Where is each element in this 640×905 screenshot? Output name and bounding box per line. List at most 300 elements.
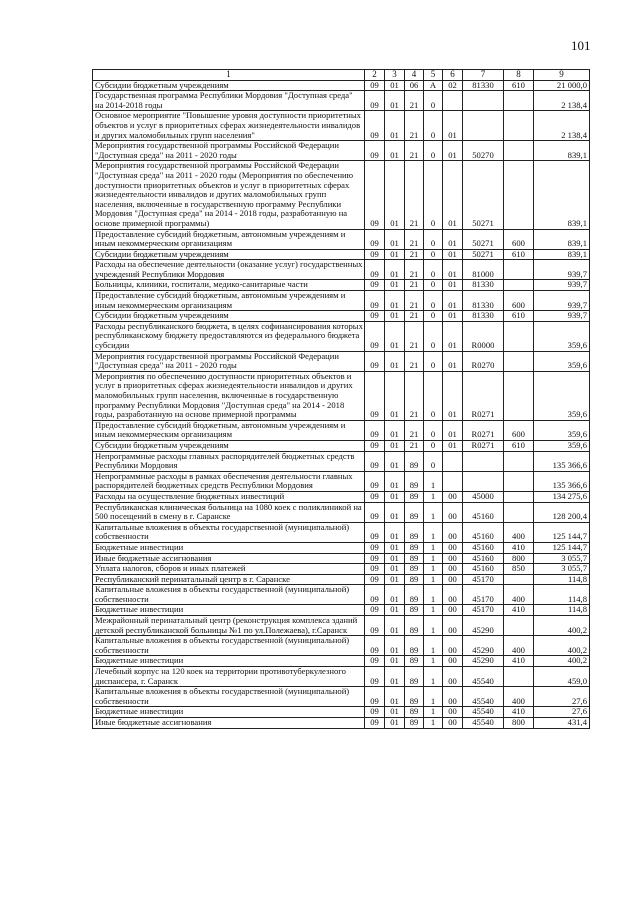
col-6-code: 00 — [443, 585, 463, 605]
col-6-code: 01 — [443, 311, 463, 322]
table-row — [93, 111, 590, 141]
header-cell: 7 — [463, 70, 504, 81]
table-row — [93, 440, 590, 451]
col-2-code: 09 — [365, 440, 385, 451]
col-8-code: 410 — [504, 707, 534, 718]
col-7-code: 45290 — [463, 636, 504, 656]
col-2-code: 09 — [365, 553, 385, 564]
amount-value: 135 366,6 — [534, 451, 590, 471]
col-5-code: 1 — [424, 585, 443, 605]
row-description: Государственная программа Республики Мордовия "Доступная среда" на 2014-2018 годы — [93, 91, 365, 111]
col-7-code — [463, 451, 504, 471]
col-2-code: 09 — [365, 542, 385, 553]
col-7-code: 45540 — [463, 667, 504, 687]
amount-value: 114,8 — [534, 574, 590, 585]
col-8-code: 600 — [504, 291, 534, 311]
table-row — [93, 656, 590, 667]
amount-value: 114,8 — [534, 585, 590, 605]
col-5-code: 0 — [424, 229, 443, 249]
col-5-code: 1 — [424, 574, 443, 585]
col-8-code: 410 — [504, 542, 534, 553]
col-3-code: 01 — [385, 553, 405, 564]
col-8-code: 610 — [504, 311, 534, 322]
col-7-code: 81330 — [463, 311, 504, 322]
amount-value: 839,1 — [534, 249, 590, 260]
col-7-code: 45170 — [463, 585, 504, 605]
col-4-code: 89 — [405, 585, 424, 605]
col-6-code: 00 — [443, 718, 463, 729]
col-4-code: 89 — [405, 574, 424, 585]
col-4-code: 89 — [405, 687, 424, 707]
col-7-code: 81330 — [463, 80, 504, 91]
col-5-code: 0 — [424, 111, 443, 141]
col-8-code — [504, 141, 534, 161]
amount-value: 2 138,4 — [534, 111, 590, 141]
row-description: Расходы на осуществление бюджетных инвестиций — [93, 491, 365, 502]
row-description: Лечебный корпус на 120 коек на территории противотуберкулезного диспансера, г. Саранск — [93, 667, 365, 687]
col-3-code: 01 — [385, 291, 405, 311]
amount-value: 359,6 — [534, 440, 590, 451]
col-3-code: 01 — [385, 311, 405, 322]
col-2-code: 09 — [365, 687, 385, 707]
col-8-code — [504, 280, 534, 291]
amount-value: 21 000,0 — [534, 80, 590, 91]
col-4-code: 21 — [405, 141, 424, 161]
row-description: Бюджетные инвестиции — [93, 542, 365, 553]
col-7-code: 81330 — [463, 291, 504, 311]
row-description: Расходы республиканского бюджета, в целях софинансирования которых республиканскому бюджету предоставляются из федерального бюджета субсидии — [93, 321, 365, 351]
row-description: Мероприятия государственной программы Российской Федерации "Доступная среда" на 2011 - 2020 годы — [93, 351, 365, 371]
col-7-code: 45160 — [463, 522, 504, 542]
col-7-code: R0000 — [463, 321, 504, 351]
col-6-code: 00 — [443, 564, 463, 575]
col-7-code: 81000 — [463, 260, 504, 280]
amount-value: 839,1 — [534, 141, 590, 161]
col-2-code: 09 — [365, 111, 385, 141]
col-4-code: 89 — [405, 451, 424, 471]
amount-value: 3 055,7 — [534, 564, 590, 575]
col-5-code: 0 — [424, 141, 443, 161]
table-row — [93, 311, 590, 322]
col-2-code: 09 — [365, 667, 385, 687]
budget-table — [92, 69, 590, 729]
row-description: Предоставление субсидий бюджетным, автономным учреждениям и иным некоммерческим организациям — [93, 229, 365, 249]
col-6-code: 01 — [443, 111, 463, 141]
col-4-code: 21 — [405, 249, 424, 260]
col-5-code: 1 — [424, 718, 443, 729]
col-5-code: 1 — [424, 605, 443, 616]
col-2-code: 09 — [365, 636, 385, 656]
col-4-code: 89 — [405, 667, 424, 687]
col-2-code: 09 — [365, 522, 385, 542]
row-description: Бюджетные инвестиции — [93, 656, 365, 667]
row-description: Мероприятия государственной программы Российской Федерации "Доступная среда" на 2011 - 2020 годы — [93, 141, 365, 161]
row-description: Субсидии бюджетным учреждениям — [93, 80, 365, 91]
header-cell: 2 — [365, 70, 385, 81]
col-4-code: 21 — [405, 420, 424, 440]
col-4-code: 89 — [405, 718, 424, 729]
col-7-code: R0270 — [463, 351, 504, 371]
col-4-code: 89 — [405, 522, 424, 542]
col-6-code: 01 — [443, 420, 463, 440]
table-row — [93, 502, 590, 522]
header-cell: 5 — [424, 70, 443, 81]
col-3-code: 01 — [385, 321, 405, 351]
header-cell: 9 — [534, 70, 590, 81]
amount-value: 839,1 — [534, 161, 590, 229]
page-number: 101 — [571, 38, 591, 53]
col-8-code: 600 — [504, 420, 534, 440]
row-description: Межрайонный перинатальный центр (реконструкция комплекса зданий детской республиканской больницы №1 по ул.Полежаева), г.Саранск — [93, 616, 365, 636]
col-6-code: 00 — [443, 667, 463, 687]
col-4-code: 89 — [405, 564, 424, 575]
header-cell: 6 — [443, 70, 463, 81]
col-6-code: 00 — [443, 574, 463, 585]
col-6-code: 00 — [443, 636, 463, 656]
col-2-code: 09 — [365, 718, 385, 729]
col-8-code — [504, 667, 534, 687]
col-5-code: 1 — [424, 502, 443, 522]
col-5-code: 0 — [424, 280, 443, 291]
col-8-code — [504, 161, 534, 229]
col-7-code: 81330 — [463, 280, 504, 291]
col-2-code: 09 — [365, 161, 385, 229]
amount-value: 400,2 — [534, 616, 590, 636]
col-8-code — [504, 451, 534, 471]
row-description: Субсидии бюджетным учреждениям — [93, 311, 365, 322]
col-5-code: 1 — [424, 707, 443, 718]
col-2-code: 09 — [365, 141, 385, 161]
col-3-code: 01 — [385, 707, 405, 718]
col-3-code: 01 — [385, 585, 405, 605]
col-6-code: 00 — [443, 687, 463, 707]
amount-value: 359,6 — [534, 321, 590, 351]
col-3-code: 01 — [385, 80, 405, 91]
col-7-code: 50271 — [463, 229, 504, 249]
col-5-code: 1 — [424, 687, 443, 707]
col-2-code: 09 — [365, 311, 385, 322]
col-8-code — [504, 491, 534, 502]
col-2-code: 09 — [365, 451, 385, 471]
col-8-code — [504, 260, 534, 280]
col-5-code: 0 — [424, 451, 443, 471]
row-description: Субсидии бюджетным учреждениям — [93, 249, 365, 260]
col-2-code: 09 — [365, 229, 385, 249]
col-7-code: 45170 — [463, 574, 504, 585]
amount-value: 2 138,4 — [534, 91, 590, 111]
row-description: Бюджетные инвестиции — [93, 605, 365, 616]
table-row — [93, 564, 590, 575]
table-row — [93, 616, 590, 636]
col-2-code: 09 — [365, 249, 385, 260]
col-2-code: 09 — [365, 260, 385, 280]
table-row — [93, 522, 590, 542]
col-2-code: 09 — [365, 471, 385, 491]
col-8-code: 400 — [504, 585, 534, 605]
col-2-code: 09 — [365, 371, 385, 420]
col-4-code: 89 — [405, 656, 424, 667]
col-7-code: 50271 — [463, 161, 504, 229]
amount-value: 939,7 — [534, 260, 590, 280]
col-3-code: 01 — [385, 667, 405, 687]
col-8-code: 600 — [504, 229, 534, 249]
col-8-code: 800 — [504, 553, 534, 564]
table-row — [93, 542, 590, 553]
table-row — [93, 687, 590, 707]
col-8-code — [504, 471, 534, 491]
row-description: Капитальные вложения в объекты государственной (муниципальной) собственности — [93, 585, 365, 605]
col-6-code: 00 — [443, 542, 463, 553]
table-row — [93, 141, 590, 161]
amount-value: 939,7 — [534, 280, 590, 291]
amount-value: 359,6 — [534, 351, 590, 371]
table-row — [93, 80, 590, 91]
col-5-code: 0 — [424, 91, 443, 111]
col-7-code: 50271 — [463, 249, 504, 260]
table-row — [93, 585, 590, 605]
col-5-code: 0 — [424, 440, 443, 451]
col-5-code: 0 — [424, 260, 443, 280]
col-2-code: 09 — [365, 91, 385, 111]
table-row — [93, 321, 590, 351]
col-8-code: 610 — [504, 80, 534, 91]
col-2-code: 09 — [365, 616, 385, 636]
col-6-code — [443, 91, 463, 111]
col-3-code: 01 — [385, 260, 405, 280]
col-8-code: 800 — [504, 718, 534, 729]
col-6-code: 01 — [443, 440, 463, 451]
col-4-code: 21 — [405, 321, 424, 351]
col-5-code: 0 — [424, 351, 443, 371]
row-description: Непрограммные расходы в рамках обеспечения деятельности главных распорядителей бюджетных средств Республики Мордовия — [93, 471, 365, 491]
col-3-code: 01 — [385, 636, 405, 656]
col-7-code — [463, 471, 504, 491]
col-5-code: 1 — [424, 667, 443, 687]
col-4-code: 89 — [405, 471, 424, 491]
col-4-code: 21 — [405, 371, 424, 420]
row-description: Непрограммные расходы главных распорядителей бюджетных средств Республики Мордовия — [93, 451, 365, 471]
table-row — [93, 420, 590, 440]
col-3-code: 01 — [385, 471, 405, 491]
col-2-code: 09 — [365, 280, 385, 291]
col-4-code: 21 — [405, 229, 424, 249]
col-2-code: 09 — [365, 491, 385, 502]
header-cell: 3 — [385, 70, 405, 81]
col-5-code: 1 — [424, 616, 443, 636]
amount-value: 431,4 — [534, 718, 590, 729]
col-4-code: 21 — [405, 161, 424, 229]
col-8-code — [504, 502, 534, 522]
col-3-code: 01 — [385, 229, 405, 249]
col-6-code: 00 — [443, 656, 463, 667]
col-3-code: 01 — [385, 440, 405, 451]
col-8-code — [504, 371, 534, 420]
amount-value: 125 144,7 — [534, 542, 590, 553]
col-8-code — [504, 111, 534, 141]
table-row — [93, 280, 590, 291]
col-6-code: 01 — [443, 141, 463, 161]
col-4-code: 89 — [405, 542, 424, 553]
table-row — [93, 667, 590, 687]
table-row — [93, 351, 590, 371]
header-cell: 8 — [504, 70, 534, 81]
amount-value: 359,6 — [534, 420, 590, 440]
col-3-code: 01 — [385, 351, 405, 371]
col-6-code: 01 — [443, 161, 463, 229]
table-row — [93, 471, 590, 491]
row-description: Мероприятия по обеспечению доступности приоритетных объектов и услуг в приоритетных сферах жизнедеятельности инвалидов и других маломобильных групп населения, включенные в государственную программу Республики Мордовия "Доступная среда" на 2014 - 2018 годы, разработанную на основе примерной программы — [93, 371, 365, 420]
amount-value: 114,8 — [534, 605, 590, 616]
table-row — [93, 707, 590, 718]
table-row — [93, 451, 590, 471]
col-4-code: 21 — [405, 351, 424, 371]
table-row — [93, 249, 590, 260]
col-2-code: 09 — [365, 502, 385, 522]
col-3-code: 01 — [385, 451, 405, 471]
row-description: Республиканский перинатальный центр в г. Саранске — [93, 574, 365, 585]
col-8-code: 610 — [504, 440, 534, 451]
col-7-code: 45160 — [463, 553, 504, 564]
table-row — [93, 161, 590, 229]
col-7-code: 45160 — [463, 502, 504, 522]
col-4-code: 89 — [405, 616, 424, 636]
col-7-code: R0271 — [463, 420, 504, 440]
row-description: Бюджетные инвестиции — [93, 707, 365, 718]
col-4-code: 89 — [405, 491, 424, 502]
row-description: Предоставление субсидий бюджетным, автономным учреждениям и иным некоммерческим организациям — [93, 291, 365, 311]
col-3-code: 01 — [385, 420, 405, 440]
col-5-code: 0 — [424, 321, 443, 351]
col-8-code: 400 — [504, 636, 534, 656]
col-5-code: 0 — [424, 311, 443, 322]
row-description: Капитальные вложения в объекты государственной (муниципальной) собственности — [93, 636, 365, 656]
col-7-code: 45540 — [463, 687, 504, 707]
table-row — [93, 91, 590, 111]
table-row — [93, 574, 590, 585]
amount-value: 359,6 — [534, 371, 590, 420]
col-6-code: 01 — [443, 351, 463, 371]
amount-value: 939,7 — [534, 311, 590, 322]
col-3-code: 01 — [385, 656, 405, 667]
col-4-code: 89 — [405, 707, 424, 718]
table-row — [93, 371, 590, 420]
row-description: Больницы, клиники, госпитали, медико-санитарные части — [93, 280, 365, 291]
col-7-code: R0271 — [463, 371, 504, 420]
col-6-code: 01 — [443, 249, 463, 260]
col-4-code: 89 — [405, 605, 424, 616]
col-2-code: 09 — [365, 574, 385, 585]
amount-value: 134 275,6 — [534, 491, 590, 502]
col-5-code: А — [424, 80, 443, 91]
col-4-code: 21 — [405, 91, 424, 111]
table-row — [93, 636, 590, 656]
col-7-code: 45540 — [463, 718, 504, 729]
row-description: Расходы на обеспечение деятельности (оказание услуг) государственных учреждений Республики Мордовия — [93, 260, 365, 280]
col-6-code: 00 — [443, 605, 463, 616]
col-2-code: 09 — [365, 420, 385, 440]
table-row — [93, 229, 590, 249]
col-4-code: 21 — [405, 260, 424, 280]
amount-value: 125 144,7 — [534, 522, 590, 542]
col-6-code: 01 — [443, 260, 463, 280]
col-6-code: 01 — [443, 280, 463, 291]
col-8-code — [504, 351, 534, 371]
col-2-code: 09 — [365, 605, 385, 616]
col-6-code: 01 — [443, 291, 463, 311]
table-row — [93, 260, 590, 280]
col-5-code: 1 — [424, 542, 443, 553]
col-8-code: 850 — [504, 564, 534, 575]
col-6-code: 00 — [443, 502, 463, 522]
col-3-code: 01 — [385, 522, 405, 542]
col-2-code: 09 — [365, 564, 385, 575]
col-5-code: 0 — [424, 420, 443, 440]
col-5-code: 1 — [424, 564, 443, 575]
col-8-code: 400 — [504, 522, 534, 542]
col-8-code: 410 — [504, 605, 534, 616]
col-6-code: 00 — [443, 491, 463, 502]
col-7-code: 45290 — [463, 616, 504, 636]
amount-value: 3 055,7 — [534, 553, 590, 564]
col-4-code: 89 — [405, 553, 424, 564]
col-5-code: 1 — [424, 471, 443, 491]
row-description: Капитальные вложения в объекты государственной (муниципальной) собственности — [93, 522, 365, 542]
col-3-code: 01 — [385, 280, 405, 291]
col-6-code — [443, 471, 463, 491]
row-description: Субсидии бюджетным учреждениям — [93, 440, 365, 451]
col-2-code: 09 — [365, 707, 385, 718]
col-8-code — [504, 574, 534, 585]
col-3-code: 01 — [385, 91, 405, 111]
col-3-code: 01 — [385, 718, 405, 729]
col-3-code: 01 — [385, 616, 405, 636]
col-8-code — [504, 321, 534, 351]
col-7-code: 45170 — [463, 605, 504, 616]
row-description: Мероприятия государственной программы Российской Федерации "Доступная среда" на 2011 - 2020 годы (Мероприятия по обеспечению доступности приоритетных объектов и услуг в приоритетных сферах жизнедеятельности инвалидов и других маломобильных групп населения, включенные в государственную программу Республики Мордовия "Доступная среда" на 2014 - 2018 годы, разработанную на основе примерной программы) — [93, 161, 365, 229]
col-4-code: 21 — [405, 280, 424, 291]
amount-value: 839,1 — [534, 229, 590, 249]
amount-value: 939,7 — [534, 291, 590, 311]
amount-value: 400,2 — [534, 636, 590, 656]
col-7-code: 45160 — [463, 542, 504, 553]
col-3-code: 01 — [385, 111, 405, 141]
col-3-code: 01 — [385, 502, 405, 522]
col-7-code: 50270 — [463, 141, 504, 161]
row-description: Основное мероприятие "Повышение уровня доступности приоритетных объектов и услуг в приоритетных сферах жизнедеятельности инвалидов и других маломобильных групп населения" — [93, 111, 365, 141]
col-2-code: 09 — [365, 351, 385, 371]
col-4-code: 06 — [405, 80, 424, 91]
col-7-code: 45290 — [463, 656, 504, 667]
col-6-code: 00 — [443, 522, 463, 542]
table-row — [93, 291, 590, 311]
col-2-code: 09 — [365, 80, 385, 91]
table-row — [93, 491, 590, 502]
row-description: Иные бюджетные ассигнования — [93, 553, 365, 564]
col-5-code: 1 — [424, 491, 443, 502]
col-5-code: 1 — [424, 522, 443, 542]
col-3-code: 01 — [385, 564, 405, 575]
table-header-row — [93, 70, 590, 81]
col-6-code: 00 — [443, 707, 463, 718]
col-7-code: 45000 — [463, 491, 504, 502]
col-2-code: 09 — [365, 321, 385, 351]
row-description: Предоставление субсидий бюджетным, автономным учреждениям и иным некоммерческим организациям — [93, 420, 365, 440]
col-2-code: 09 — [365, 656, 385, 667]
col-3-code: 01 — [385, 605, 405, 616]
table-row — [93, 553, 590, 564]
col-3-code: 01 — [385, 687, 405, 707]
col-7-code: 45160 — [463, 564, 504, 575]
